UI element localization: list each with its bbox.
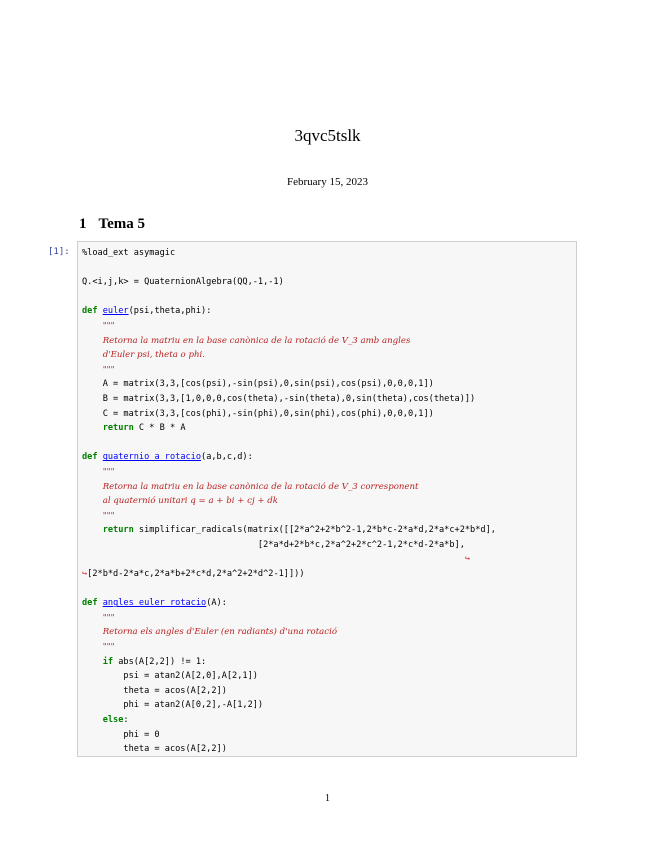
code-token: abs(A[2,2]) != 1: bbox=[113, 656, 207, 667]
code-token: [2*b*d-2*a*c,2*a*b+2*c*d,2*a^2+2*d^2-1]])) bbox=[87, 569, 305, 580]
code-line bbox=[82, 480, 496, 495]
section-title: Tema 5 bbox=[98, 216, 146, 232]
code-token: (A): bbox=[206, 598, 227, 609]
code-line bbox=[82, 465, 496, 480]
code-token: """ bbox=[102, 612, 115, 623]
code-line bbox=[82, 377, 496, 392]
code-line bbox=[82, 698, 496, 713]
code-token: phi = 0 bbox=[82, 729, 160, 740]
section-number: 1 bbox=[79, 216, 87, 232]
code-token: else bbox=[102, 715, 124, 725]
code-token: B = matrix(3,3,[1,0,0,0,cos(theta),-sin(theta),0,sin(theta),cos(theta)]) bbox=[82, 393, 476, 404]
code-line bbox=[82, 552, 496, 567]
section-heading bbox=[79, 216, 145, 233]
code-token bbox=[82, 336, 103, 346]
code-token bbox=[82, 525, 103, 535]
code-token: C = matrix(3,3,[cos(phi),-sin(phi),0,sin(phi),cos(phi),0,0,0,1]) bbox=[82, 408, 434, 419]
code-line bbox=[82, 246, 496, 261]
code-line bbox=[82, 348, 496, 363]
code-token bbox=[82, 423, 103, 433]
code-token: return bbox=[102, 423, 134, 434]
code-token: A = matrix(3,3,[cos(psi),-sin(psi),0,sin(psi),cos(psi),0,0,0,1]) bbox=[82, 379, 434, 390]
code-token: euler bbox=[102, 306, 129, 317]
code-token bbox=[82, 554, 465, 564]
code-line bbox=[82, 334, 496, 349]
code-token bbox=[82, 496, 103, 506]
cell-prompt: [1]: bbox=[48, 247, 70, 257]
document-title: 3qvc5tslk bbox=[294, 126, 361, 145]
line-continuation-icon: ↪ bbox=[464, 554, 471, 565]
code-cell[interactable] bbox=[77, 241, 577, 757]
code-line bbox=[82, 494, 496, 509]
code-token bbox=[82, 321, 103, 331]
code-line bbox=[82, 742, 496, 757]
code-token: [2*a*d+2*b*c,2*a^2+2*c^2-1,2*c*d-2*a*b], bbox=[82, 539, 465, 550]
code-token bbox=[82, 511, 103, 521]
code-token: """ bbox=[102, 320, 115, 331]
code-line bbox=[82, 290, 496, 305]
code-token: angles_euler_rotacio bbox=[102, 598, 207, 609]
code-line bbox=[82, 596, 496, 611]
code-token: simplificar_radicals(matrix([[2*a^2+2*b^2-1,2*b*c-2*a*d,2*a*c+2*b*d], bbox=[133, 525, 496, 536]
code-line bbox=[82, 669, 496, 684]
code-line bbox=[82, 582, 496, 597]
code-token: def bbox=[82, 598, 98, 609]
code-line bbox=[82, 450, 496, 465]
code-token: theta = acos(A[2,2]) bbox=[82, 744, 227, 755]
document-date: February 15, 2023 bbox=[287, 176, 368, 188]
code-token: """ bbox=[102, 510, 115, 521]
code-token: """ bbox=[102, 466, 115, 477]
code-token: Retorna la matriu en la base canònica de la rotació de V_3 amb angles bbox=[102, 335, 411, 346]
code-line bbox=[82, 655, 496, 670]
code-line bbox=[82, 319, 496, 334]
code-token bbox=[82, 657, 103, 667]
code-token: """ bbox=[102, 364, 115, 375]
code-line bbox=[82, 684, 496, 699]
code-token bbox=[82, 365, 103, 375]
code-line bbox=[82, 304, 496, 319]
code-line bbox=[82, 728, 496, 743]
code-line bbox=[82, 407, 496, 422]
code-line bbox=[82, 421, 496, 436]
code-line bbox=[82, 523, 496, 538]
code-token bbox=[82, 350, 103, 360]
line-continuation-icon: ↪ bbox=[82, 569, 88, 580]
code-line bbox=[82, 261, 496, 276]
code-token bbox=[82, 715, 103, 725]
code-token: """ bbox=[102, 642, 115, 653]
code-token bbox=[82, 642, 103, 652]
code-token: psi = atan2(A[2,0],A[2,1]) bbox=[82, 671, 258, 682]
code-line bbox=[82, 625, 496, 640]
code-token: (a,b,c,d): bbox=[201, 452, 253, 463]
code-token: C * B * A bbox=[133, 423, 186, 434]
code-token: def bbox=[82, 306, 98, 317]
code-token: Q.<i,j,k> = QuaternionAlgebra(QQ,-1,-1) bbox=[82, 277, 284, 288]
code-token: al quaternió unitari q = a + bi + cj + dk bbox=[102, 496, 279, 507]
code-token: theta = acos(A[2,2]) bbox=[82, 685, 227, 696]
code-line bbox=[82, 392, 496, 407]
code-line bbox=[82, 567, 496, 582]
code-token bbox=[82, 613, 103, 623]
code-token: (psi,theta,phi): bbox=[128, 306, 212, 317]
code-line bbox=[82, 611, 496, 626]
code-token: Retorna la matriu en la base canònica de la rotació de V_3 corresponent bbox=[102, 481, 419, 492]
code-block bbox=[82, 246, 496, 757]
code-token: phi = atan2(A[0,2],-A[1,2]) bbox=[82, 700, 264, 711]
code-token: return bbox=[102, 525, 134, 536]
code-token: d'Euler psi, theta o phi. bbox=[102, 350, 205, 361]
code-token: quaternio_a_rotacio bbox=[102, 452, 202, 463]
page-number: 1 bbox=[325, 793, 330, 804]
code-line bbox=[82, 363, 496, 378]
code-line bbox=[82, 436, 496, 451]
code-line bbox=[82, 275, 496, 290]
code-line bbox=[82, 713, 496, 728]
code-line bbox=[82, 640, 496, 655]
code-token: if bbox=[102, 656, 114, 667]
code-token: Retorna els angles d'Euler (en radiants) d'una rotació bbox=[102, 627, 338, 638]
code-token bbox=[82, 627, 103, 637]
code-token: : bbox=[123, 715, 129, 725]
code-token: def bbox=[82, 452, 98, 463]
code-token bbox=[82, 467, 103, 477]
code-line bbox=[82, 509, 496, 524]
code-token: %load_ext asymagic bbox=[82, 248, 176, 258]
code-token bbox=[82, 482, 103, 492]
code-line bbox=[82, 538, 496, 553]
